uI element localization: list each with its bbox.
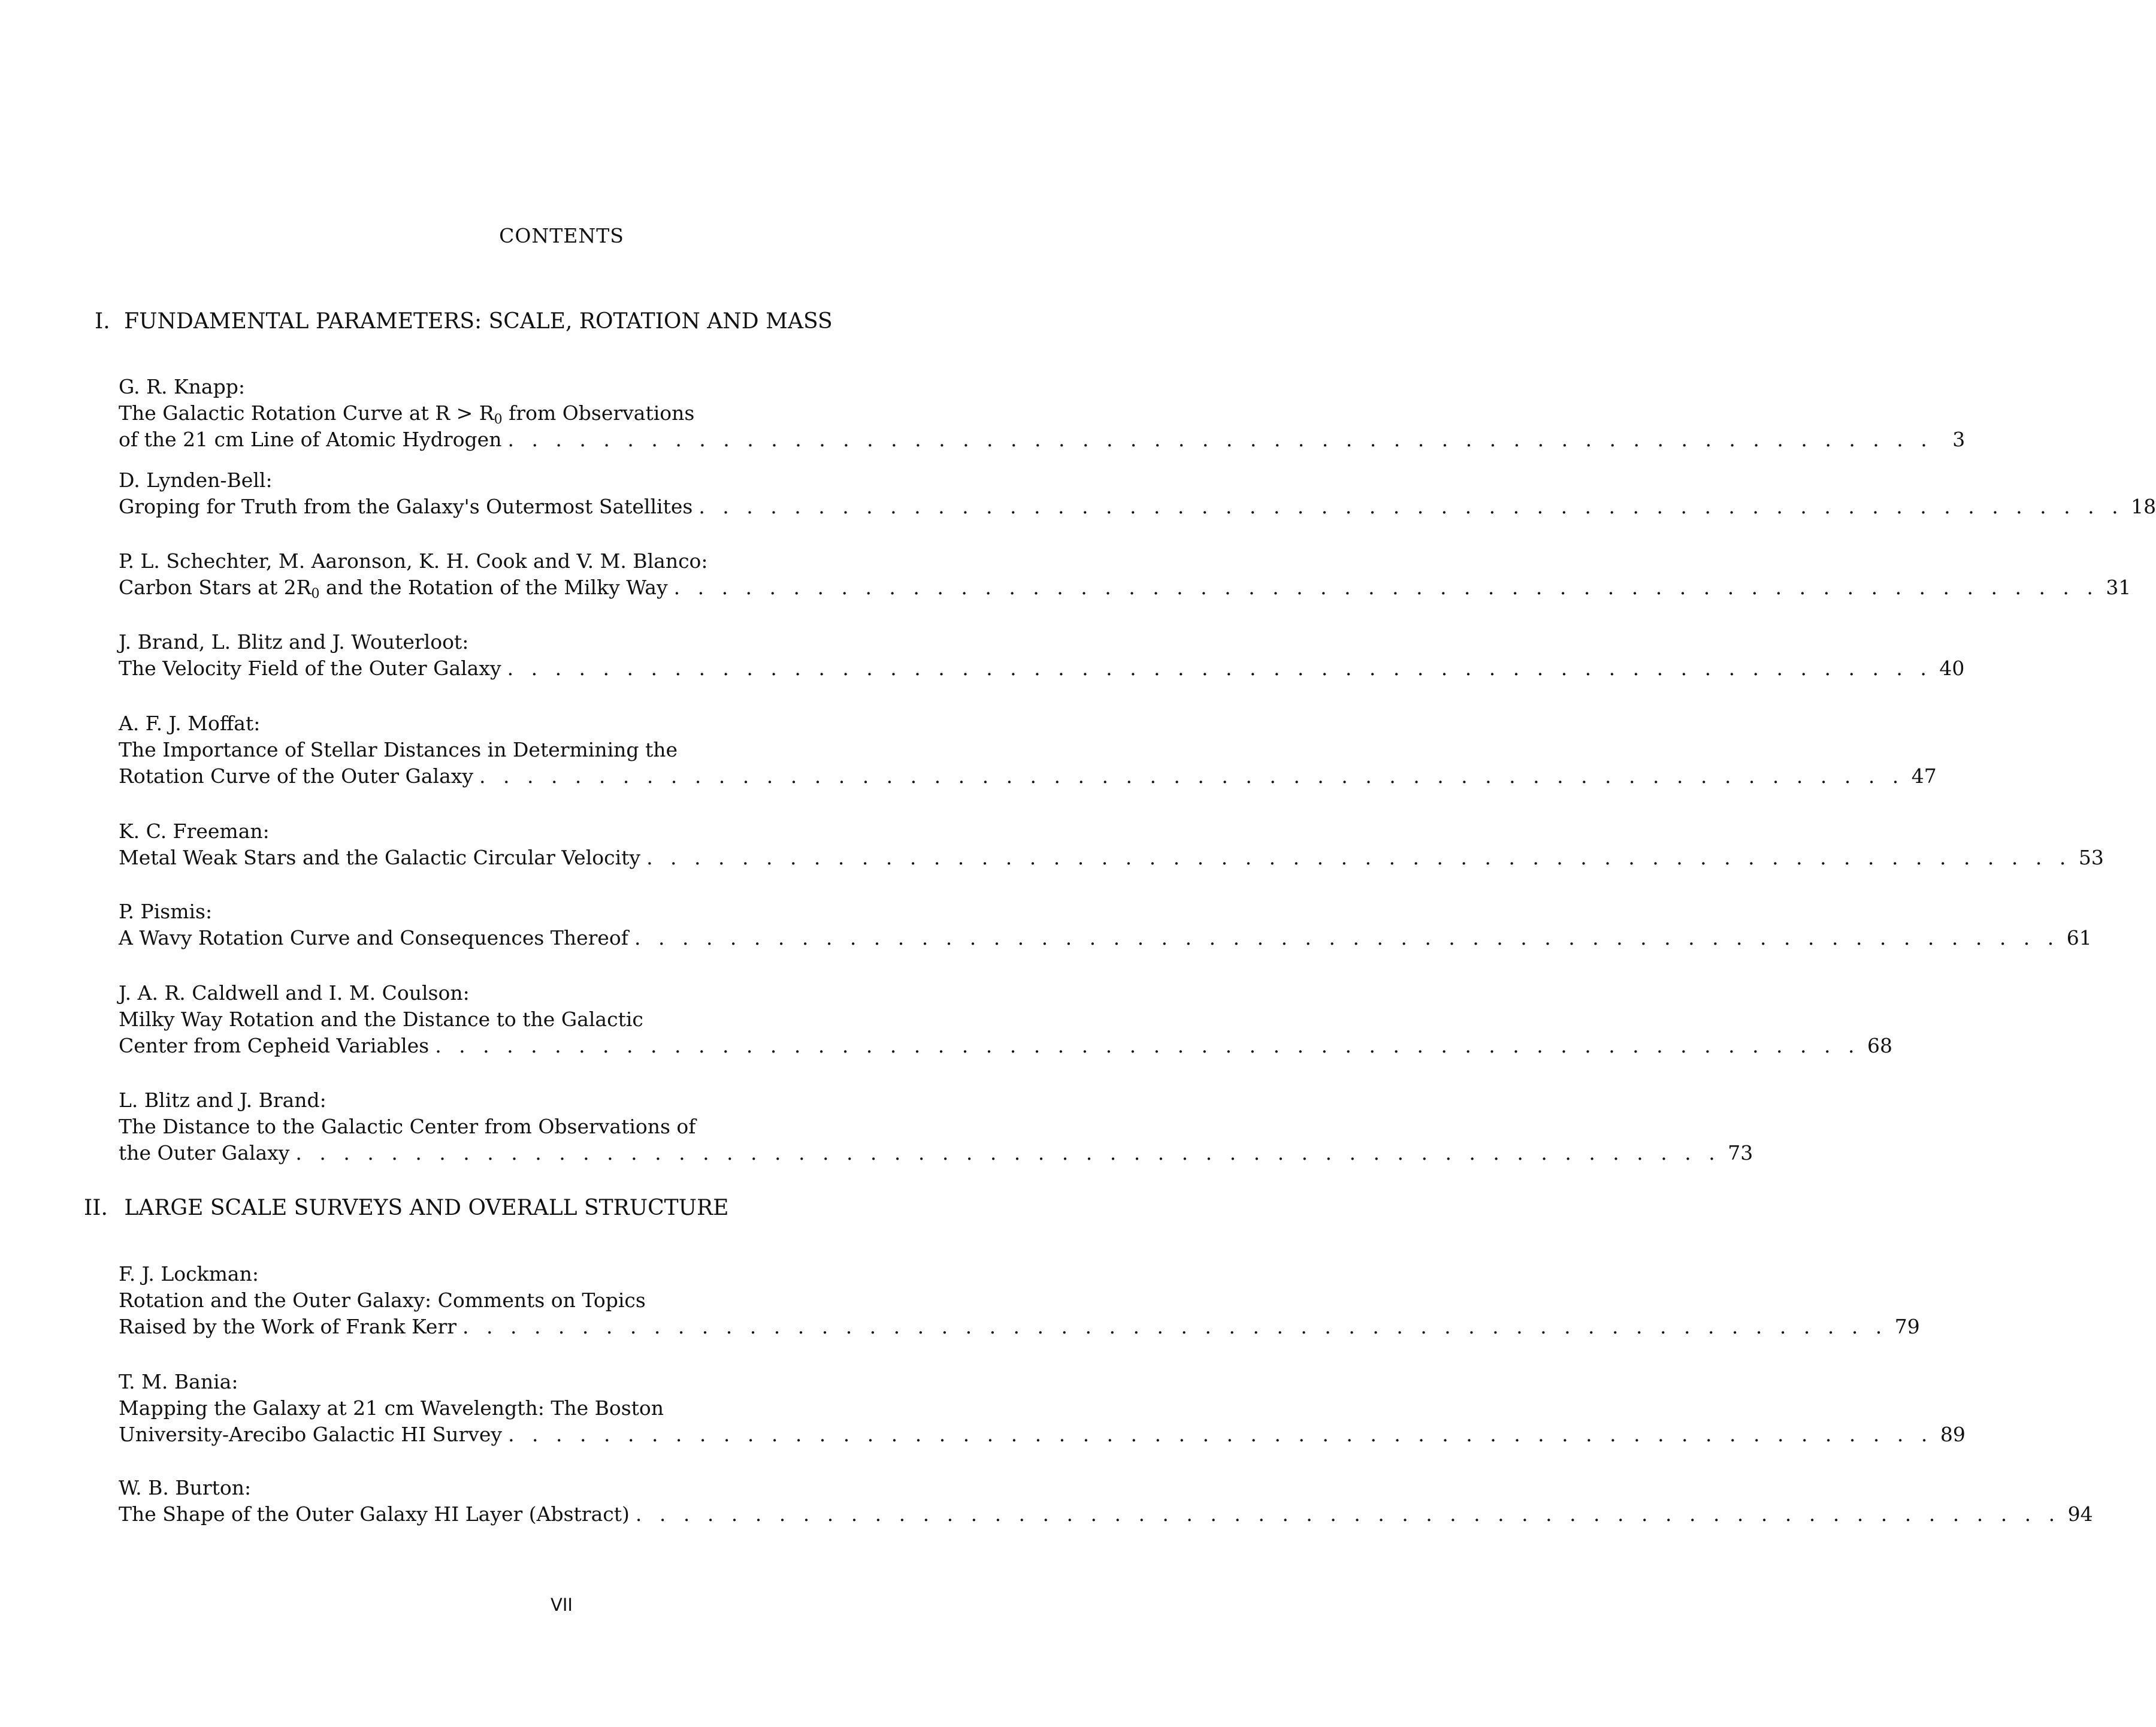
entry-title-text: The Velocity Field of the Outer Galaxy — [119, 657, 501, 680]
dot-leader: . . . . . . . . . . . . . . . . . . . . . . . . . . . . . . . . . . . . . . . . . . . . . . . . . . . . . . . . . . . . — [479, 764, 1904, 788]
dot-leader: . . . . . . . . . . . . . . . . . . . . . . . . . . . . . . . . . . . . . . . . . . . . . . . . . . . . . . . . . . . . — [508, 1423, 1933, 1446]
section-number: II. — [84, 1196, 108, 1220]
entry-title-line: Mapping the Galaxy at 21 cm Wavelength: The Boston — [119, 1396, 664, 1420]
section-title: FUNDAMENTAL PARAMETERS: SCALE, ROTATION AND MASS — [124, 309, 833, 334]
section-title: LARGE SCALE SURVEYS AND OVERALL STRUCTURE — [124, 1196, 729, 1220]
toc-entry — [119, 1369, 1966, 1448]
dot-leader: . . . . . . . . . . . . . . . . . . . . . . . . . . . . . . . . . . . . . . . . . . . . . . . . . . . . . . . . . . . . — [646, 846, 2072, 869]
section-heading-1 — [95, 308, 833, 335]
dot-leader: . . . . . . . . . . . . . . . . . . . . . . . . . . . . . . . . . . . . . . . . . . . . . . . . . . . . . . . . . . . . — [635, 1502, 2061, 1526]
dot-leader: . . . . . . . . . . . . . . . . . . . . . . . . . . . . . . . . . . . . . . . . . . . . . . . . . . . . . . . . . . . . — [295, 1141, 1721, 1165]
entry-authors: K. C. Freeman: — [119, 819, 270, 843]
entry-title-line: The Importance of Stellar Distances in Determining the — [119, 738, 678, 761]
entry-authors: F. J. Lockman: — [119, 1262, 259, 1286]
entry-title-line — [119, 845, 2104, 871]
entry-title-text: Raised by the Work of Frank Kerr — [119, 1315, 457, 1338]
entry-title-text: Metal Weak Stars and the Galactic Circular Velocity — [119, 846, 641, 869]
entry-title-line: Milky Way Rotation and the Distance to the Galactic — [119, 1008, 643, 1031]
entry-title-line: Rotation and the Outer Galaxy: Comments on Topics — [119, 1289, 646, 1312]
entry-authors: P. L. Schechter, M. Aaronson, K. H. Cook and V. M. Blanco: — [119, 549, 708, 573]
toc-entry — [119, 1475, 2093, 1528]
toc-entry — [119, 1087, 1753, 1166]
entry-page-number: 31 — [2106, 576, 2131, 599]
toc-entry — [119, 980, 1892, 1059]
entry-authors: P. Pismis: — [119, 900, 213, 923]
entry-title-text: University-Arecibo Galactic HI Survey — [119, 1423, 503, 1446]
entry-title-text: A Wavy Rotation Curve and Consequences Thereof — [119, 926, 628, 949]
entry-title-line — [119, 763, 1937, 790]
entry-authors: L. Blitz and J. Brand: — [119, 1088, 326, 1112]
dot-leader: . . . . . . . . . . . . . . . . . . . . . . . . . . . . . . . . . . . . . . . . . . . . . . . . . . . . . . . . . . . . — [698, 495, 2124, 518]
entry-title-line — [119, 925, 2092, 951]
entry-page-number: 79 — [1894, 1315, 1920, 1338]
dot-leader: . . . . . . . . . . . . . . . . . . . . . . . . . . . . . . . . . . . . . . . . . . . . . . . . . . . . . . . . . . . . — [507, 428, 1933, 451]
entry-authors: G. R. Knapp: — [119, 375, 245, 398]
entry-title-text: The Shape of the Outer Galaxy HI Layer (Abstract) — [119, 1502, 630, 1526]
entry-title-line — [119, 574, 2131, 601]
entry-authors: W. B. Burton: — [119, 1476, 252, 1499]
toc-entry — [119, 710, 1937, 790]
entry-page-number: 53 — [2078, 846, 2104, 869]
entry-title-line — [119, 494, 2156, 520]
entry-title-text: Carbon Stars at $2R_0$ and the Rotation of the Milky Way — [119, 576, 668, 601]
entry-title-text: of the 21 cm Line of Atomic Hydrogen — [119, 428, 502, 451]
entry-title-line: The Distance to the Galactic Center from Observations of — [119, 1115, 696, 1138]
section-heading-2 — [84, 1195, 728, 1221]
entry-title-text: Center from Cepheid Variables — [119, 1034, 430, 1057]
section-number: I. — [95, 309, 110, 334]
toc-entry — [119, 467, 2156, 520]
toc-entry — [119, 818, 2104, 871]
entry-page-number: 73 — [1728, 1141, 1753, 1165]
page-title: CONTENTS — [499, 224, 624, 247]
dot-leader: . . . . . . . . . . . . . . . . . . . . . . . . . . . . . . . . . . . . . . . . . . . . . . . . . . . . . . . . . . . . — [462, 1315, 1888, 1338]
entry-page-number: 68 — [1867, 1034, 1892, 1057]
entry-page-number: 18 — [2131, 495, 2156, 518]
toc-entry — [119, 1261, 1920, 1340]
entry-page-number: 47 — [1911, 764, 1937, 788]
toc-entry — [119, 899, 2092, 951]
toc-entry — [119, 374, 1966, 453]
dot-leader: . . . . . . . . . . . . . . . . . . . . . . . . . . . . . . . . . . . . . . . . . . . . . . . . . . . . . . . . . . . . — [435, 1034, 1860, 1057]
entry-page-number: 89 — [1940, 1423, 1966, 1446]
entry-page-number: 40 — [1939, 657, 1965, 680]
dot-leader: . . . . . . . . . . . . . . . . . . . . . . . . . . . . . . . . . . . . . . . . . . . . . . . . . . . . . . . . . . . . — [634, 926, 2060, 949]
page-number-folio: VII — [551, 1595, 573, 1615]
entry-authors: D. Lynden-Bell: — [119, 468, 273, 492]
entry-title-line — [119, 427, 1966, 453]
toc-entry — [119, 629, 1965, 682]
dot-leader: . . . . . . . . . . . . . . . . . . . . . . . . . . . . . . . . . . . . . . . . . . . . . . . . . . . . . . . . . . . . — [673, 576, 2099, 599]
entry-page-number: 94 — [2067, 1502, 2093, 1526]
toc-entry — [119, 548, 2131, 601]
entry-title-line — [119, 1314, 1920, 1340]
entry-title-line — [119, 1501, 2093, 1528]
entry-title-line — [119, 1421, 1966, 1448]
entry-authors: J. Brand, L. Blitz and J. Wouterloot: — [119, 630, 469, 654]
entry-title-line — [119, 655, 1965, 682]
entry-title-line — [119, 1033, 1892, 1059]
entry-title-text: the Outer Galaxy — [119, 1141, 290, 1165]
entry-title-line: The Galactic Rotation Curve at $R > R_0$ from Observations — [119, 401, 695, 427]
dot-leader: . . . . . . . . . . . . . . . . . . . . . . . . . . . . . . . . . . . . . . . . . . . . . . . . . . . . . . . . . . . . — [507, 657, 1933, 680]
entry-title-text: Groping for Truth from the Galaxy's Outermost Satellites — [119, 495, 693, 518]
entry-title-line — [119, 1140, 1753, 1166]
entry-authors: A. F. J. Moffat: — [119, 712, 261, 735]
entry-title-text: Rotation Curve of the Outer Galaxy — [119, 764, 474, 788]
entry-page-number: 61 — [2066, 926, 2092, 949]
entry-page-number: 3 — [1952, 428, 1966, 451]
entry-authors: T. M. Bania: — [119, 1370, 238, 1393]
entry-authors: J. A. R. Caldwell and I. M. Coulson: — [119, 981, 470, 1005]
